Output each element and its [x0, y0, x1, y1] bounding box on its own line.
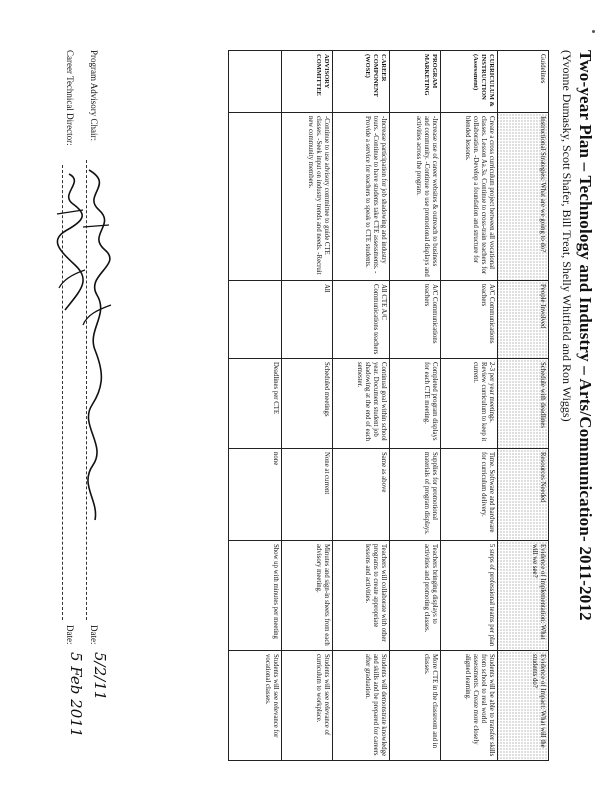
director-date-value: 5 Feb 2011 — [67, 652, 85, 738]
row-strategies — [229, 113, 282, 281]
director-label: Career Technical Director: — [65, 50, 75, 146]
row-strategies: -Increase participation for job shadowing and industry tours. -Continue to have students take CTE assessments. -Provide a service for teachers to speak to CTE students. — [333, 113, 390, 281]
row-people — [229, 281, 282, 359]
scan-speck — [592, 30, 595, 33]
table-row — [282, 51, 333, 761]
chair-date-value: 5/2/11 — [91, 652, 109, 701]
row-resources: Supplies for promotional materials of program displays. — [390, 449, 441, 541]
row-guideline: PROGRAM MARKETING — [390, 51, 441, 113]
row-implementation: Teachers will collaborate with other programs to create appropriate lessons and activities. — [333, 541, 390, 651]
column-header-guidelines: Guidelines — [498, 51, 549, 113]
column-header-people: People Involved — [498, 281, 549, 359]
row-strategies: -Increase use of career websites & outreach to business and community. -Continue to use promotional displays and activities across the program. — [390, 113, 441, 281]
row-implementation: Teachers bringing displays to activities and promoting classes. — [390, 541, 441, 651]
row-guideline: CAREER COMPONENT (WOSE) — [333, 51, 390, 113]
header-row — [498, 51, 549, 761]
row-schedule: Continual goal within school year. Document student job shadowing at the end of each semester. — [333, 359, 390, 449]
table-row — [229, 51, 282, 761]
row-guideline — [229, 51, 282, 113]
row-schedule: Completed program displays for each CTE meeting. — [390, 359, 441, 449]
row-strategies: Create a cross curriculum project between all vocational classes. Lesson Aa.3a. Continue to cross-train teachers for collaboration. -Develop a foundation and structure for blended lessons. — [441, 113, 498, 281]
director-date-label: Date: — [65, 625, 75, 645]
table-row — [441, 51, 498, 761]
row-impact: Students will see relevance for vocational classes. — [229, 651, 282, 761]
column-header-strategies: Instructional Strategies: What are we going to do? — [498, 113, 549, 281]
chair-date-label: Date: — [89, 625, 99, 645]
row-people: All — [282, 281, 333, 359]
row-impact: Students will see relevance of curriculum to workplace. — [282, 651, 333, 761]
row-guideline: CURRICULUM & INSTRUCTION (Assessment) — [441, 51, 498, 113]
row-impact: Students will be able to transfer skills from school to real world assessments. Create more closely aligned learning. — [441, 651, 498, 761]
row-resources: None at current — [282, 449, 333, 541]
column-header-schedule: Schedule with deadlines — [498, 359, 549, 449]
director-signature — [53, 170, 89, 320]
row-resources: none — [229, 449, 282, 541]
table-row — [390, 51, 441, 761]
row-implementation: 5 steps of professional teams per plan — [441, 541, 498, 651]
chair-label: Program Advisory Chair: — [89, 50, 99, 141]
page-subtitle: (Yvonne Dumasky, Scott Shafer, Bill Treat, Shelly Whitfield and Ron Wiggs) — [560, 50, 574, 422]
row-resources: Time. Software and hardware for curriculum delivery. — [441, 449, 498, 541]
row-people: A/C Communications teachers — [441, 281, 498, 359]
row-implementation: Show up with minutes per meeting — [229, 541, 282, 651]
row-people: A/C Communications teachers — [390, 281, 441, 359]
row-schedule: 2-3 per year meetings. Review curriculum to keep it current. — [441, 359, 498, 449]
row-schedule: Scheduled meetings — [282, 359, 333, 449]
row-guideline: ADVISORY COMMITTEE — [282, 51, 333, 113]
table-row — [333, 51, 390, 761]
column-header-resources: Resources Needed — [498, 449, 549, 541]
row-strategies: -Continue to use advisory committee to guide CTE classes. -Seek input on industry trends and needs. -Recruit new community members. — [282, 113, 333, 281]
row-people: All CTE A/C Communications teachers — [333, 281, 390, 359]
plan-table — [228, 50, 549, 761]
column-header-implementation: Evidence of Implementation: What will we see? — [498, 541, 549, 651]
page-title: Two-year Plan – Technology and Industry – Arts/Communication- 2011-2012 — [576, 50, 595, 621]
row-implementation: Minutes and sign-in sheets from each advisory meeting. — [282, 541, 333, 651]
row-impact: More CTE in the classroom and in classes. — [390, 651, 441, 761]
column-header-impact: Evidence of Impact: What will the students do? — [498, 651, 549, 761]
row-schedule: Deadlines per CTE — [229, 359, 282, 449]
row-impact: Students will demonstrate knowledge and skills and be prepared for careers after graduation. — [333, 651, 390, 761]
row-resources: Same as above — [333, 449, 390, 541]
